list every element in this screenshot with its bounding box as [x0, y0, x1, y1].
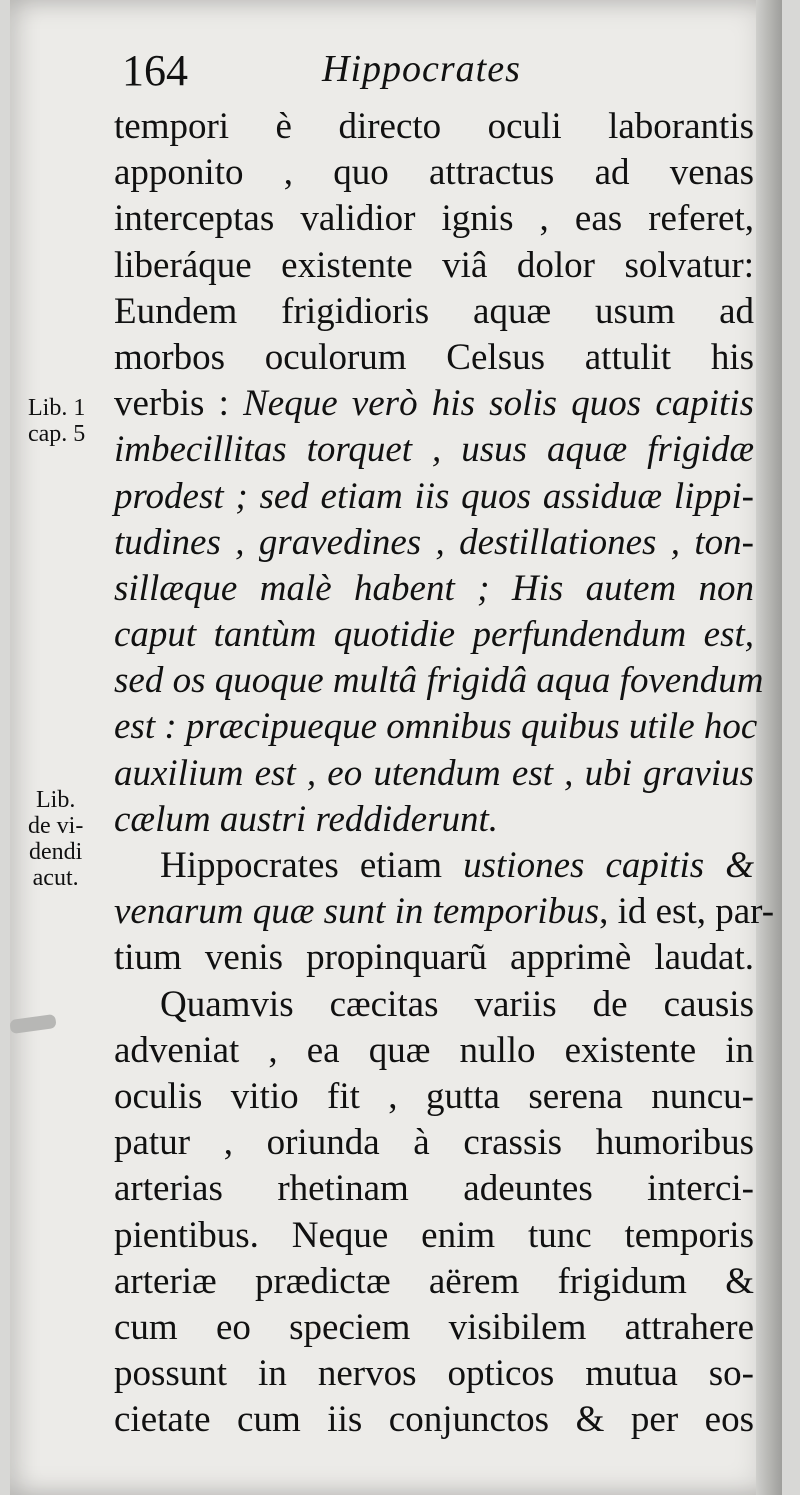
text-line — [114, 335, 754, 381]
text-line — [114, 289, 754, 335]
text-line — [114, 1259, 754, 1305]
text-line-content: prodest ; sed etiam iis quos assiduæ lippi- — [114, 475, 754, 517]
text-line-content: arterias rhetinam adeuntes interci- — [114, 1168, 754, 1210]
text-line-content: oculis vitio fit , gutta serena nuncu- — [114, 1075, 754, 1117]
body-text — [114, 104, 775, 1443]
text-line-content: patur , oriunda à crassis humoribus — [114, 1122, 754, 1164]
text-line — [114, 520, 754, 566]
text-line-content: cum eo speciem visibilem attrahere — [114, 1306, 754, 1348]
text-line — [114, 658, 764, 704]
text-line — [114, 612, 754, 658]
text-line — [114, 474, 754, 520]
text-line-content: sillæque malè habent ; His autem non — [114, 567, 754, 609]
text-line — [114, 1213, 754, 1259]
margin-note-line: cap. 5 — [28, 421, 86, 447]
text-line-content: imbecillitas torquet , usus aquæ frigidæ — [114, 429, 754, 471]
text-line — [114, 243, 754, 289]
margin-note-line: acut. — [32, 865, 79, 891]
text-line — [114, 1397, 754, 1443]
page-edge-shadow — [756, 0, 782, 1495]
text-line-content: morbos oculorum Celsus attulit his — [114, 336, 754, 378]
margin-note-line: de vi- — [28, 813, 84, 839]
text-line-content: arteriæ prædictæ aërem frigidum & — [114, 1260, 754, 1302]
text-line-fragment: , id est, par- — [599, 891, 775, 933]
text-line-content: sed os quoque multâ frigidâ aqua fovendum — [114, 660, 764, 702]
text-line — [114, 196, 754, 242]
text-line-content: cælum austri reddiderunt. — [114, 798, 499, 840]
text-line — [114, 427, 754, 473]
text-line-content: Eundem frigidioris aquæ usum ad — [114, 290, 754, 332]
text-line-content: caput tantùm quotidie perfundendum est, — [114, 614, 754, 656]
text-line-content: pientibus. Neque enim tunc temporis — [114, 1214, 754, 1256]
margin-mark — [9, 1014, 57, 1034]
text-line-content: possunt in nervos opticos mutua so- — [114, 1353, 754, 1395]
text-line — [114, 751, 754, 797]
text-line — [114, 566, 754, 612]
text-line-content: tempori è directo oculi laborantis — [114, 106, 754, 147]
text-line — [114, 843, 754, 889]
text-line-content: est : præcipueque omnibus quibus utile hoc — [114, 706, 758, 748]
text-line-content: auxilium est , eo utendum est , ubi gravius — [114, 752, 754, 794]
text-line — [114, 1074, 754, 1120]
margin-note-lib-de-videndi-acut — [28, 787, 83, 891]
running-title: Hippocrates — [322, 48, 521, 90]
margin-note-lib-1-cap-5 — [28, 395, 85, 447]
text-line — [114, 1305, 754, 1351]
text-line — [114, 982, 754, 1028]
margin-note-line: Lib. 1 — [28, 395, 86, 421]
text-line-content: adveniat , ea quæ nullo existente in — [114, 1029, 754, 1071]
text-line-fragment: ustiones capitis & — [463, 845, 754, 886]
text-line — [114, 1351, 754, 1397]
margin-note-line: Lib. — [35, 787, 76, 813]
text-line — [114, 797, 754, 843]
margin-note-line: dendi — [28, 839, 83, 865]
text-line-fragment: verbis : — [114, 383, 244, 425]
text-line — [114, 104, 754, 150]
text-line-fragment: Neque verò his solis quos capitis — [243, 383, 754, 425]
text-line-content: cietate cum iis conjunctos & per eos — [114, 1399, 754, 1441]
text-line-content: interceptas validior ignis , eas referet, — [114, 198, 754, 240]
text-line — [114, 704, 758, 750]
text-line-fragment: venarum quæ sunt in temporibus — [114, 891, 600, 933]
text-line-content: tium venis propinquarũ apprimè laudat. — [114, 937, 754, 979]
text-line-content: apponito , quo attractus ad venas — [114, 152, 754, 194]
text-line — [114, 150, 754, 196]
text-line — [114, 935, 754, 981]
text-line — [114, 889, 775, 935]
text-line-content: Quamvis cæcitas variis de causis — [160, 983, 754, 1025]
text-line-content: liberáque existente viâ dolor solvatur: — [114, 244, 754, 286]
text-line — [114, 381, 754, 427]
text-line — [114, 1166, 754, 1212]
text-line-content: tudines , gravedines , destillationes , ton- — [114, 521, 754, 563]
page-header — [122, 45, 582, 105]
page-number: 164 — [122, 46, 188, 95]
text-line — [114, 1120, 754, 1166]
text-line-fragment: Hippocrates etiam — [160, 845, 464, 886]
book-page — [10, 0, 782, 1495]
text-line — [114, 1028, 754, 1074]
